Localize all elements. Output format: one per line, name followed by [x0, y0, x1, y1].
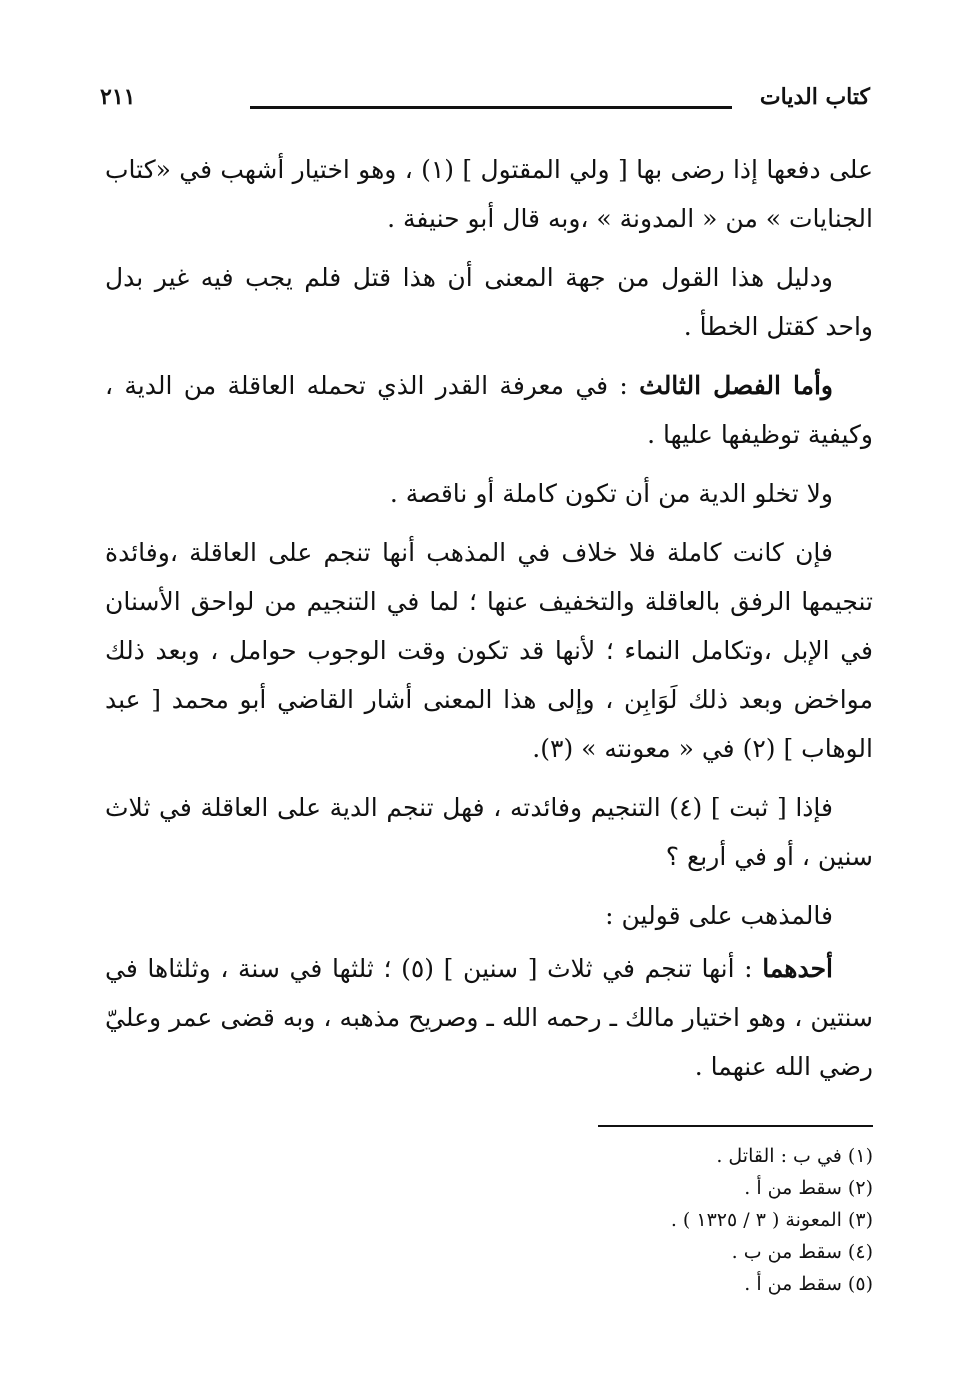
paragraph: فإذا [ ثبت ] (٤) التنجيم وفائدته ، فهل تنجم الدية على العاقلة في ثلاث سنين ، أو في أربع ؟ [105, 793, 873, 871]
paragraph: أحدهما : أنها تنجم في ثلاث [ سنين ] (٥) ؛ ثلثها في سنة ، وثلثاها في سنتين ، وهو اختيار مالك ـ رحمه الله ـ وصريح مذهبه ، وبه قضى عمر وعليّ رضي الله عنهما . [105, 954, 873, 1081]
paragraph: فالمذهب على قولين : [605, 901, 833, 930]
chapter-title: كتاب الديات [759, 84, 870, 110]
footnote-separator [598, 1125, 873, 1127]
paragraph: فإن كانت كاملة فلا خلاف في المذهب أنها تنجم على العاقلة ،وفائدة تنجيمها الرفق بالعاقلة والتخفيف عنها ؛ لما في التنجيم من لواحق الأسنان في الإبل ،وتكامل النماء ؛ لأنها قد تكون وقت الوجوب حوامل ، وبعد ذلك مواخض وبعد ذلك لَوَابِن ، وإلى هذا المعنى أشار القاضي أبو محمد [ عبد الوهاب ] (٢) في « معونته » (٣). [105, 538, 873, 763]
opinion-heading: أحدهما [762, 954, 833, 983]
page-number: ٢١١ [100, 84, 136, 110]
paragraph: على دفعها إذا رضى بها [ ولي المقتول ] (١) ، وهو اختيار أشهب في «كتاب الجنايات » من « المدونة » ،وبه قال أبو حنيفة . [105, 155, 874, 233]
header-rule [250, 106, 732, 109]
footnote: (٥) سقط من أ . [744, 1273, 873, 1295]
footnote: (٣) المعونة ( ٣ / ١٣٢٥ ) . [670, 1209, 873, 1231]
paragraph: وأما الفصل الثالث : في معرفة القدر الذي تحمله العاقلة من الدية ، وكيفية توظيفها عليها . [105, 371, 873, 449]
page-header [100, 84, 870, 124]
footnote: (٤) سقط من ب . [731, 1241, 873, 1263]
footnote: (٢) سقط من أ . [744, 1177, 873, 1199]
main-text [105, 145, 873, 1101]
paragraph: ولا تخلو الدية من أن تكون كاملة أو ناقصة . [389, 479, 833, 508]
section-heading: وأما الفصل الثالث [639, 371, 833, 400]
footnote: (١) في ب : القاتل . [716, 1145, 873, 1167]
paragraph: ودليل هذا القول من جهة المعنى أن هذا قتل فلم يجب فيه غير بدل واحد كقتل الخطأ . [105, 263, 873, 341]
footnotes [373, 1140, 873, 1300]
